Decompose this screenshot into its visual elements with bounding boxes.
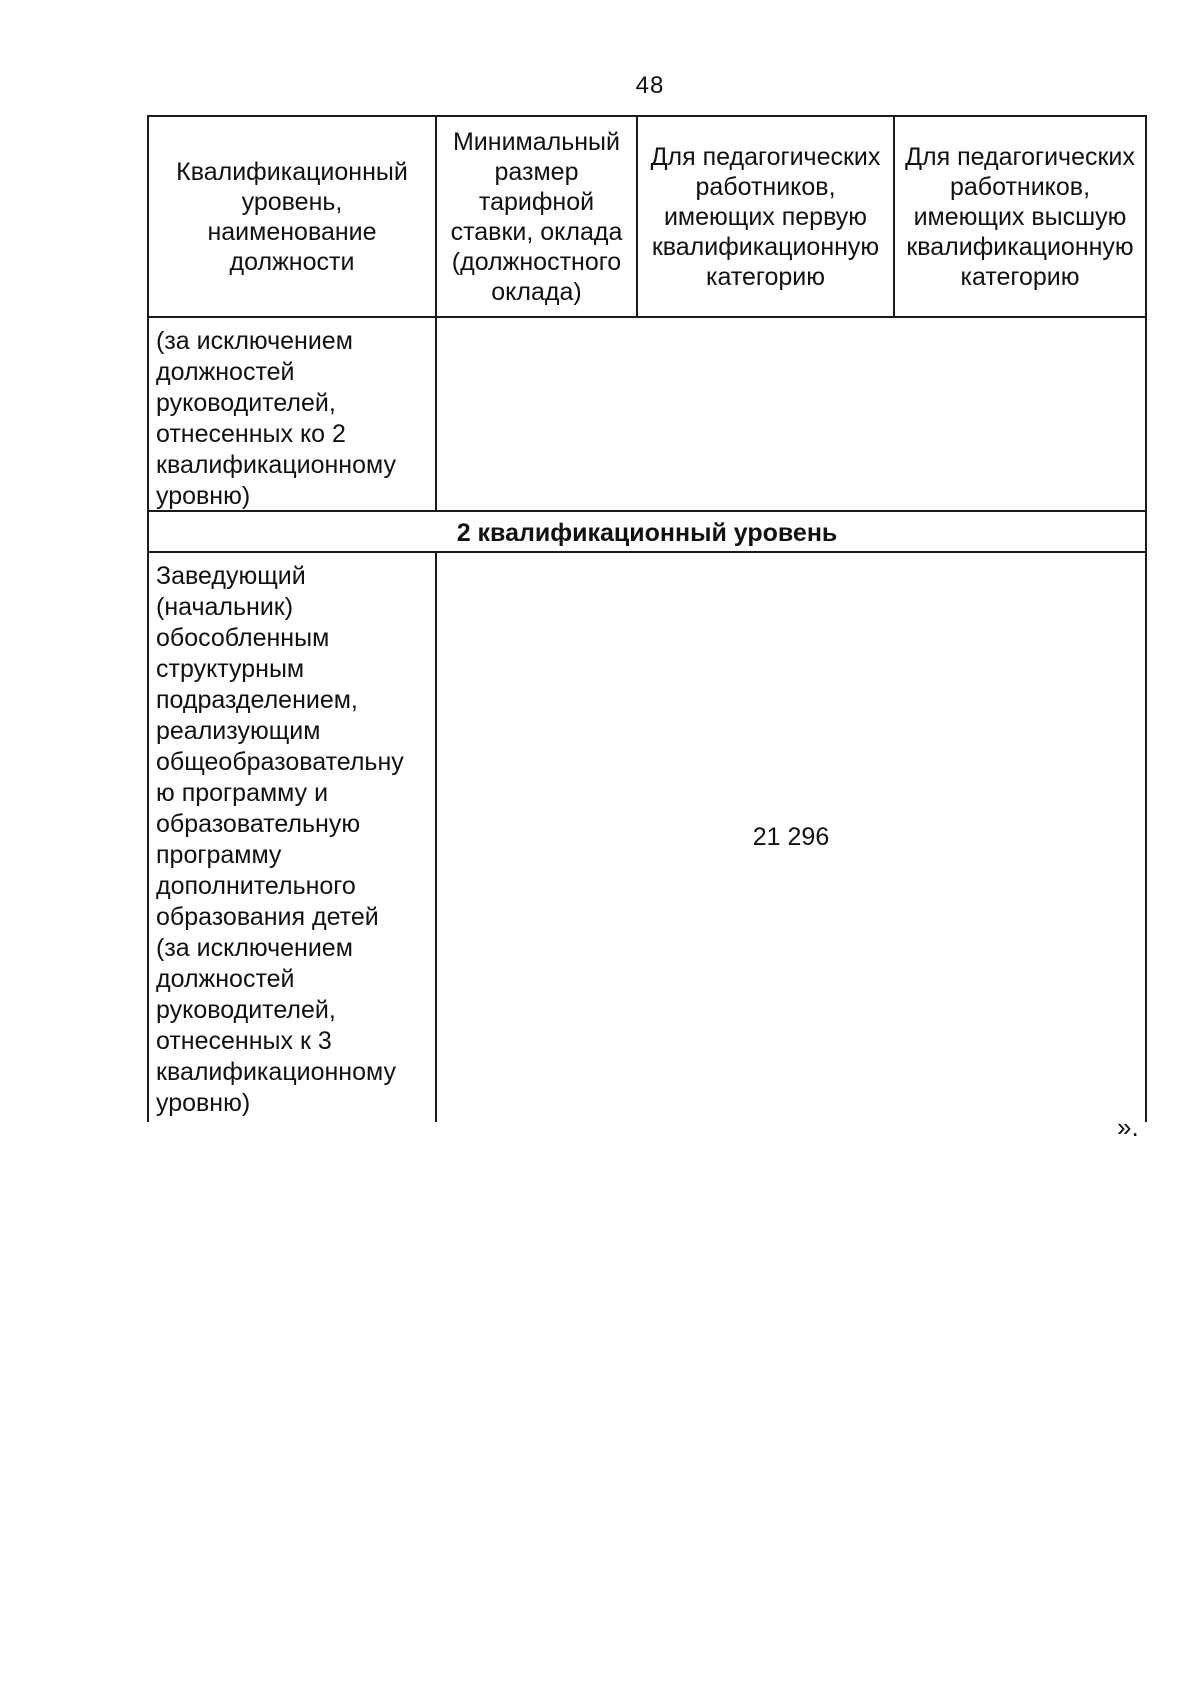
position-line: (начальник)	[156, 593, 294, 621]
position-line: уровню)	[156, 1089, 251, 1117]
position-line: образования детей	[156, 903, 379, 931]
position-line: должностей	[156, 358, 295, 386]
position-line: образовательную	[156, 810, 361, 838]
position-line: квалификационному	[156, 1058, 396, 1086]
level-row-bottom-border	[147, 551, 1147, 553]
position-line: дополнительного	[156, 872, 356, 900]
main-row-salary-value	[437, 822, 1145, 854]
header-highest-category	[895, 117, 1145, 316]
level-row-label: 2 квалификационный уровень	[456, 519, 838, 547]
header-first-category	[638, 117, 893, 316]
header-qualification-level	[149, 117, 435, 316]
position-line: ю программу и	[156, 779, 329, 807]
continuation-row-position	[149, 322, 435, 510]
position-line: Заведующий	[156, 562, 306, 590]
position-line: подразделением,	[156, 686, 358, 714]
position-line: руководителей,	[156, 996, 336, 1024]
header-min-salary	[437, 117, 636, 316]
table-right-border	[1145, 115, 1147, 1122]
header-qualification-level-text: Квалификационный уровень, наименование должности	[176, 157, 408, 276]
position-line: должностей	[156, 965, 295, 993]
header-min-salary-text: Минимальный размер тарифной ставки, оклада (должностного оклада)	[450, 127, 623, 306]
header-highest-category-text: Для педагогических работников, имеющих высшую квалификационную категорию	[905, 142, 1135, 291]
position-line: отнесенных ко 2	[156, 420, 346, 448]
position-line: программу	[156, 841, 282, 869]
salary-value: 21 296	[752, 823, 830, 851]
position-line: руководителей,	[156, 389, 336, 417]
position-line: квалификационному	[156, 451, 396, 479]
closing-quote-mark: ».	[1117, 1112, 1139, 1142]
position-line: реализующим	[156, 717, 321, 745]
position-line: общеобразовательну	[156, 748, 404, 776]
position-line: структурным	[156, 655, 305, 683]
position-line: обособленным	[156, 624, 330, 652]
page-number: 48	[635, 72, 665, 99]
position-line: (за исключением	[156, 327, 353, 355]
header-bottom-border	[147, 316, 1147, 318]
position-line: уровню)	[156, 482, 251, 510]
header-first-category-text: Для педагогических работников, имеющих первую квалификационную категорию	[650, 142, 881, 291]
position-line: (за исключением	[156, 934, 353, 962]
position-line: отнесенных к 3	[156, 1027, 332, 1055]
level-row	[149, 518, 1145, 550]
main-row-position	[149, 557, 435, 1122]
